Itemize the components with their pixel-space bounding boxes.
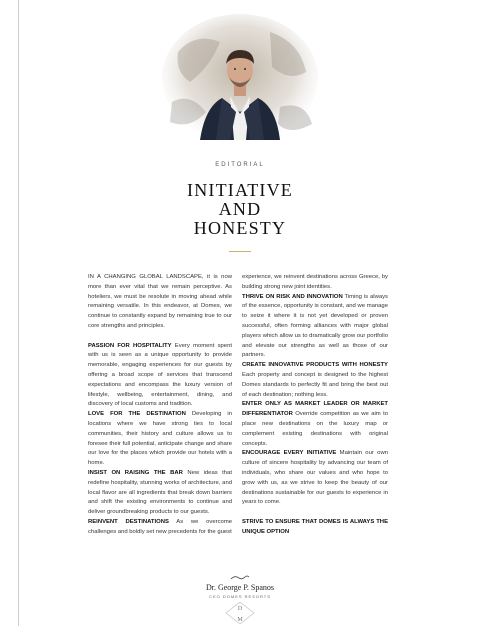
body-paragraph: IN A CHANGING GLOBAL LANDSCAPE, it is now more than ever vital that we remain perceptive. As hoteliers, we must be resolute in moving ahead while remaining versatile. In this endeavor, at Domes, we continue to constantly expand by remaining true to our core strengths and principles.: [88, 274, 232, 329]
paragraph-lead: INSIST ON RAISING THE BAR: [88, 469, 183, 476]
section-kicker: EDITORIAL: [215, 162, 265, 168]
paragraph-lead: REINVENT DESTINATIONS: [88, 518, 169, 525]
body-paragraph: [242, 518, 388, 538]
monogram-letter-d: D: [237, 606, 243, 612]
body-paragraph: PASSION FOR HOSPITALITY Every moment spent with us is seen as a unique opportunity to provide memorable, engaging experiences for our guests by offering a broad scope of services that transcend expectations and encompass the luxury version of lifestyle, wellbeing, entertainment, dining, and discovery of local customs and tradition.: [88, 342, 232, 408]
flourish-ornament-icon: [229, 574, 251, 582]
title-underline-rule: [229, 251, 251, 252]
paragraph-lead: ENTER ONLY AS MARKET LEADER OR MARKET DIFFERENTIATOR: [242, 401, 388, 418]
monogram-letter-m: M: [237, 617, 243, 623]
title-line: AND: [218, 199, 262, 219]
body-paragraph: ENCOURAGE EVERY INITIATIVE Maintain our own culture of sincere hospitality by advancing our team of individuals, who share our values and who hope to grow with us, as we strive to keep the beauty of our destinations sustainable for our guests to experience in years to come.: [242, 450, 388, 506]
title-line: INITIATIVE: [187, 180, 293, 200]
body-paragraph: REINVENT DESTINATIONS As we overcome challenges and boldly set new precedents for the guest: [88, 518, 232, 535]
body-paragraph: LOVE FOR THE DESTINATION Developing in locations where we have strong ties to local communities, their history and culture allows us to foresee their full potential, anticipate change and share our love for the places which provide our hotels with a home.: [88, 411, 232, 467]
paragraph-lead: PASSION FOR HOSPITALITY: [88, 342, 172, 349]
body-column-left: [88, 273, 232, 538]
paragraph-lead: CREATE INNOVATIVE PRODUCTS WITH HONESTY: [242, 362, 388, 369]
body-paragraph: THRIVE ON RISK AND INNOVATION Timing is always of the essence, opportunity is constant, and we manage to seize it where it is not yet developed or proven successful, often forming alliances with major global players which allow us to dramatically grow our portfolio and elevate our strengths as well as those of our partners.: [242, 293, 388, 359]
body-column-right: [242, 273, 388, 538]
paragraph-lead: ENCOURAGE EVERY INITIATIVE: [242, 450, 337, 457]
paragraph-lead: THRIVE ON RISK AND INNOVATION: [242, 293, 343, 300]
signature-role: CEO DOMES RESORTS: [209, 594, 271, 599]
body-paragraph: ENTER ONLY AS MARKET LEADER OR MARKET DIFFERENTIATOR Override competition as we aim to place new destinations on the luxury map or complement existing destinations with original concepts.: [242, 401, 388, 447]
ceo-portrait-image: [160, 12, 320, 140]
editorial-title: [0, 181, 480, 238]
domes-monogram-logo: [224, 600, 256, 626]
signature-name: Dr. George P. Spanos: [205, 583, 275, 592]
page-edge-rule: [18, 0, 19, 626]
body-paragraph: INSIST ON RAISING THE BAR New ideas that redefine hospitality, stunning works of architecture, and local flavor are all ingredients that break down barriers and shift the existing environments to continue and deliver groundbreaking products to our guests.: [88, 469, 232, 516]
paragraph-lead: STRIVE TO ENSURE THAT DOMES IS ALWAYS THE UNIQUE OPTION: [242, 518, 388, 535]
paragraph-lead: LOVE FOR THE DESTINATION: [88, 411, 186, 418]
title-line: HONESTY: [193, 218, 287, 238]
body-paragraph: CREATE INNOVATIVE PRODUCTS WITH HONESTY Each property and concept is designed to the highest Domes standards to perfectly fit and bring the best out of each destination; nothing less.: [242, 362, 388, 398]
body-paragraph: experience, we reinvent destinations across Greece, by building strong new joint identities.: [242, 274, 388, 290]
